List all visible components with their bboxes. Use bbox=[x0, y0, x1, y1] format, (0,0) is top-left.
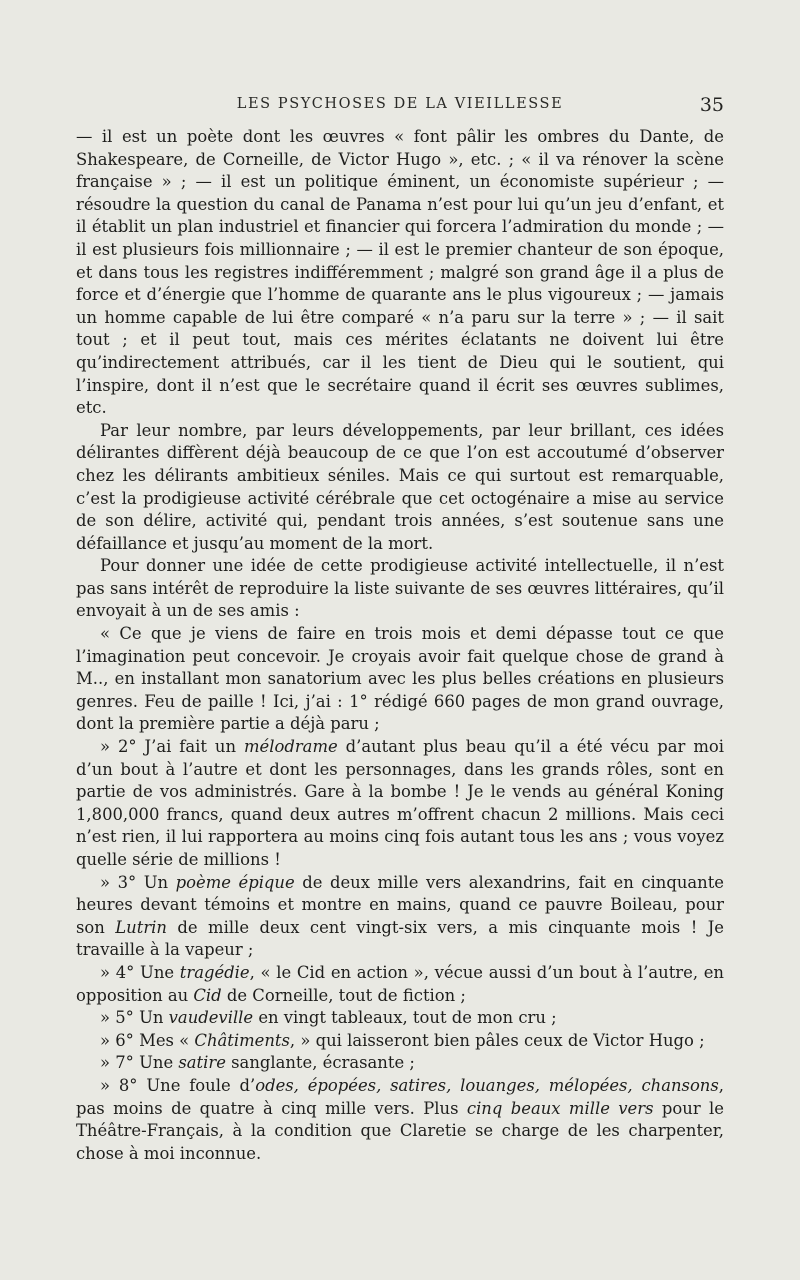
paragraph bbox=[76, 623, 724, 736]
paragraph bbox=[76, 1007, 724, 1030]
text-run: , » qui laisseront bien pâles ceux de Victor Hugo ; bbox=[289, 1030, 705, 1050]
italic-text: cinq beaux mille vers bbox=[466, 1098, 654, 1118]
text-run: d’autant plus beau qu’il a été vécu par moi d’un bout à l’autre et dont les personnages, dans les grands rôles, sont en partie de vos administrés. Gare à la bombe ! Je le vends au général Koning 1,800,000 francs, quand deux autres m’offrent chacun 2 millions. Mais ceci n’est rien, il lui rapportera au moins cinq fois autant tous les ans ; vous voyez quelle série de millions ! bbox=[76, 737, 724, 869]
text-run: , pas moins de quatre à cinq mille vers. Plus bbox=[76, 1075, 724, 1118]
paragraph bbox=[76, 126, 724, 420]
text-run: » 3° Un bbox=[100, 872, 176, 892]
italic-text: satire bbox=[178, 1053, 226, 1073]
paragraph bbox=[76, 1030, 724, 1053]
text-run: Par leur nombre, par leurs développements, par leur brillant, ces idées délirantes diffèrent déjà beaucoup de ce que l’on est accoutumé d’observer chez les délirants ambitieux séniles. Mais ce qui surtout est remarquable, c’est la prodigieuse activité cérébrale que cet octogénaire a mise au service de son délire, activité qui, pendant trois années, s’est soutenue sans une défaillance et jusqu’au moment de la mort. bbox=[76, 420, 724, 553]
text-run: » 2° J’ai fait un bbox=[100, 737, 244, 757]
italic-text: Lutrin bbox=[115, 917, 167, 937]
text-run: de mille deux cent vingt-six vers, a mis cinquante mois ! Je travaille à la vapeur ; bbox=[76, 917, 725, 960]
text-run: — il est un poète dont les œuvres « font pâlir les ombres du Dante, de Shakespeare, de Corneille, de Victor Hugo », etc. ; « il va rénover la scène française » ; — il est un politique éminent, un économiste supérieur ; — résoudre la question du canal de Panama n’est pour lui qu’un jeu d’enfant, et il établit un plan industriel et financier qui forcera l’admiration du monde ; — il est plusieurs fois millionnaire ; — il est le premier chanteur de son époque, et dans tous les registres indifféremment ; malgré son grand âge il a plus de force et d’énergie que l’homme de quarante ans le plus vigoureux ; — jamais un homme capable de lui être comparé « n’a paru sur la terre » ; — il sait tout ; et il peut tout, mais ces mérites éclatants ne doivent lui être qu’indirectement attribués, car il les tient de Dieu qui le soutient, qui l’inspire, dont il n’est que le secrétaire quand il écrit ses œuvres sublimes, etc. bbox=[76, 127, 724, 418]
italic-text: Cid bbox=[193, 985, 222, 1005]
italic-text: odes, épopées, satires, louanges, mélopées, chansons bbox=[255, 1075, 719, 1095]
paragraph bbox=[76, 736, 724, 872]
text-run: de deux mille vers alexandrins, fait en cinquante heures devant témoins et montre en mains, quand ce pauvre Boileau, pour son bbox=[76, 872, 724, 937]
italic-text: poème épique bbox=[175, 872, 295, 892]
italic-text: tragédie bbox=[179, 962, 250, 982]
running-header bbox=[76, 96, 724, 126]
text-run: pour le Théâtre-Français, à la condition que Claretie se charge de les charpenter, chose à moi inconnue. bbox=[76, 1098, 724, 1163]
text-run: » 5° Un bbox=[100, 1008, 169, 1028]
italic-text: vaudeville bbox=[168, 1008, 254, 1028]
paragraph bbox=[76, 555, 724, 623]
text-run: » 8° Une foule d’ bbox=[100, 1075, 256, 1095]
running-title: LES PSYCHOSES DE LA VIEILLESSE bbox=[236, 96, 564, 112]
text-run: de Corneille, tout de fiction ; bbox=[221, 985, 466, 1005]
paragraph bbox=[76, 1052, 724, 1075]
text-run: en vingt tableaux, tout de mon cru ; bbox=[253, 1008, 557, 1028]
paragraph bbox=[76, 872, 724, 962]
paragraph bbox=[76, 1075, 724, 1165]
text-run: Pour donner une idée de cette prodigieuse activité intellectuelle, il n’est pas sans intérêt de reproduire la liste suivante de ses œuvres littéraires, qu’il envoyait à un de ses amis : bbox=[76, 556, 724, 621]
paragraph bbox=[76, 962, 724, 1007]
text-run: « Ce que je viens de faire en trois mois et demi dépasse tout ce que l’imagination peut concevoir. Je croyais avoir fait quelque chose de grand à M.., en installant mon sanatorium avec les plus belles créations en plusieurs genres. Feu de paille ! Ici, j’ai : 1° rédigé 660 pages de mon grand ouvrage, dont la première partie a déjà paru ; bbox=[76, 624, 724, 734]
italic-text: mélodrame bbox=[244, 737, 338, 757]
text-run: » 6° Mes « bbox=[100, 1030, 195, 1050]
paragraph bbox=[76, 420, 724, 556]
text-run: » 4° Une bbox=[100, 962, 180, 982]
text-run: sanglante, écrasante ; bbox=[225, 1053, 415, 1073]
italic-text: Châtiments bbox=[194, 1030, 290, 1050]
text-run: » 7° Une bbox=[100, 1053, 179, 1073]
body-text bbox=[76, 126, 724, 1165]
page-number: 35 bbox=[699, 94, 724, 116]
text-run: , « le Cid en action », vécue aussi d’un bout à l’autre, en opposition au bbox=[76, 962, 724, 1005]
